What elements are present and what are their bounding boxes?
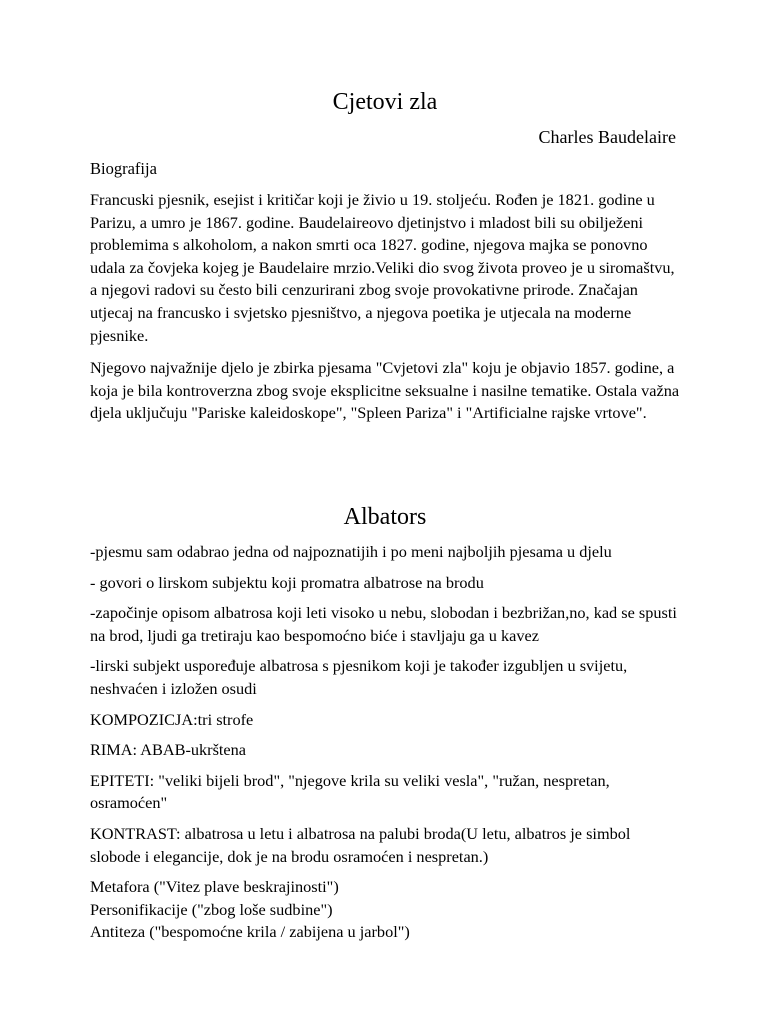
analysis-item: -pjesmu sam odabrao jedna od najpoznatijih i po meni najboljih pjesama u djelu — [90, 542, 612, 561]
figure-item: Personifikacije ("zbog loše sudbine") — [90, 899, 333, 919]
document-title: Cjetovi zla — [332, 89, 438, 115]
analysis-item: EPITETI: "veliki bijeli brod", "njegove krila su veliki vesla", "ružan, nespretan, osramoćen" — [90, 770, 610, 813]
bio-paragraph: Francuski pjesnik, esejist i kritičar koji je živio u 19. stoljeću. Rođen je 1821. godine u Parizu, a umro je 1867. godine. Baudelaireovo djetinjstvo i mladost bili su obilježeni problemima s alkoholom, a nakon smrti oca 1827. godine, njegova majka se ponovno udala za čovjeka kojeg je Baudelaire mrzio.Veliki dio svog života proveo je u siromaštvu, a njegovi radovi su često bili cenzurirani zbog svoje provokativne prirode. Značajan utjecaj na francusko i svjetsko pjesništvo, a njegova poetika je utjecala na moderne pjesnike. — [90, 190, 675, 345]
figures-list — [90, 876, 680, 944]
bio-paragraph: Njegovo najvažnije djelo je zbirka pjesama "Cvjetovi zla" koju je objavio 1857. godine, a koja je bila kontroverzna zbog svoje eksplicitne seksualne i nasilne tematike. Ostala važna djela uključuju "Pariske kaleidoskope", "Spleen Pariza" i "Artificialne rajske vrtove". — [90, 358, 680, 423]
author-name: Charles Baudelaire — [538, 127, 676, 147]
analysis-item: KONTRAST: albatrosa u letu i albatrosa na palubi broda(U letu, albatros je simbol slobode i elegancije, dok je na brodu osramoćen i nespretan.) — [90, 823, 631, 866]
analysis-item: KOMPOZICJA:tri strofe — [90, 709, 254, 729]
biography-section — [90, 189, 680, 435]
analysis-item: -lirski subjekt uspoređuje albatrosa s pjesnikom koji je također izgubljen u svijetu, neshvaćen i izložen osudi — [90, 656, 628, 698]
analysis-item: RIMA: ABAB-ukrštena — [90, 740, 247, 760]
analysis-section — [90, 541, 680, 944]
poem-title: Albators — [343, 504, 427, 530]
analysis-item: -započinje opisom albatrosa koji leti visoko u nebu, slobodan i bezbrižan,no, kad se spusti na brod, ljudi ga tretiraju kao bespomoćno biće i stavljaju ga u kavez — [90, 603, 677, 645]
figure-item: Antiteza ("bespomoćne krila / zabijena u jarbol") — [90, 922, 410, 942]
analysis-item: - govori o lirskom subjektu koji promatra albatrose na brodu — [90, 572, 484, 592]
figure-item: Metafora ("Vitez plave beskrajinosti") — [90, 877, 339, 897]
bio-heading: Biografija — [90, 159, 157, 178]
